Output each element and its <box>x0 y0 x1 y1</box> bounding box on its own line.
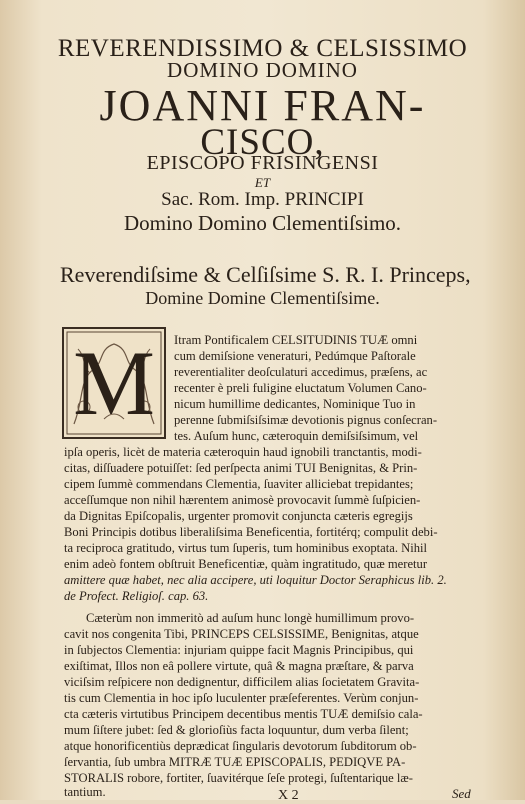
body-line: nicum humillime dedicantes, Nominique Tuo in <box>174 397 416 411</box>
body-line: cum demiſsione veneraturi, Pedúmque Paſtorale <box>174 349 416 363</box>
salutation-line-1: Reverendiſsime & Celſiſsime S. R. I. Princeps, <box>60 262 471 287</box>
dedication-line-6: ET <box>254 175 271 190</box>
catchword: Sed <box>452 786 471 801</box>
body-line: in ſubjectos Clementia: injuriam quippe facit Magnis Principibus, qui <box>64 643 414 657</box>
body-line: Itram Pontificalem CELSITUDINIS TUÆ omni <box>174 333 418 347</box>
dedication-line-2: DOMINO DOMINO <box>167 58 358 82</box>
body-line: recenter è preli fuligine eluctatum Volumen Cano- <box>174 381 427 395</box>
body-line: exiſtimat, Illos non eâ pollere virtute, quâ & magna præſtare, & parva <box>64 659 414 673</box>
body-line: acceſſumque non nihil hærentem animosè provocavit ſummè ſuſpicien- <box>64 493 421 507</box>
body-line: perenne ſubmiſsiſsimæ devotionis pignus conſecran- <box>174 413 438 427</box>
body-line: viciſsim reſpicere non dedignentur, difficilem alias ſocietatem Gravita- <box>64 675 420 689</box>
body-line: ſervantia, ſub umbra MITRÆ TUÆ EPISCOPALIS, PEDIQVE PA- <box>64 755 406 769</box>
body-line: cavit nos congenita Tibi, PRINCEPS CELSISSIME, Benignitas, atque <box>64 627 419 641</box>
body-line: tes. Auſum hunc, cæteroquin demiſsiſsimum, vel <box>174 429 419 443</box>
body-line: Cæterùm non immeritò ad auſum hunc longè humillimum provo- <box>86 611 415 625</box>
dedication-line-7: Sac. Rom. Imp. PRINCIPI <box>161 189 364 210</box>
body-line: tantium. <box>64 785 106 799</box>
body-line: citas, diſſuadere potuiſſet: ſed perſpecta animi TUI Benignitas, & Prin- <box>64 461 418 475</box>
dedication-line-5: EPISCOPO FRISINGENSI <box>146 152 379 174</box>
initial-letter: M <box>73 332 155 434</box>
dedication-line-8: Domino Domino Clementiſsimo. <box>123 211 402 235</box>
body-line-citation: amittere quæ habet, nec alia accipere, uti loquitur Doctor Seraphicus lib. 2. <box>64 573 447 587</box>
signature-mark: X 2 <box>278 788 299 803</box>
body-line-citation: de Profect. Religioſ. cap. 63. <box>64 589 209 603</box>
body-line: reverentialiter deoſculaturi accedimus, præſens, ac <box>174 365 428 379</box>
body-line: tis cum Clementia in hoc ipſo luculenter præſeferentes. Verùm conjun- <box>64 691 419 705</box>
body-line: Boni Principis dotibus liberaliſsima Beneficentia, fortitérq; compulit debi- <box>64 525 438 539</box>
body-line: ipſa operis, licèt de materia cæteroquin haud ignobili tranctantis, modi- <box>64 445 422 459</box>
salutation-line-2: Domine Domine Clementiſsime. <box>145 288 380 308</box>
body-line: STORALIS robore, fortiter, ſuavitérque ſeſe protegi, ſuſtentarique læ- <box>64 771 413 785</box>
body-line: da Dignitas Epiſcopalis, urgenter promovit conjuncta cæteris egregijs <box>64 509 413 523</box>
body-line: enim adeò fontem obſtruit Beneficentiæ, quàm ingratitudo, quæ meretur <box>64 557 428 571</box>
dedication-line-3: JOANNI FRAN- <box>99 81 426 130</box>
dedication-line-1: REVERENDISSIMO & CELSISSIMO <box>57 35 468 62</box>
body-line: cipem ſummè commendans Clementia, ſuaviter alliciebat trepidantes; <box>64 477 414 491</box>
body-line: ta reciproca gratitudo, virtus tum ſuperis, tum hominibus exoptata. Nihil <box>64 541 428 555</box>
decorated-initial <box>62 327 166 439</box>
body-line: mum ſiſtere jubet: ſed & glorioſiùs facta loquuntur, dum verba ſilent; <box>64 723 409 737</box>
body-line: atque honorificentiùs deprædicat ſingularis devotorum ſubditorum ob- <box>64 739 417 753</box>
dedication-line-4: CISCO, <box>200 122 325 163</box>
body-line: cta cæteris virtutibus Principem decentibus mentis TUÆ demiſsio cala- <box>64 707 423 721</box>
